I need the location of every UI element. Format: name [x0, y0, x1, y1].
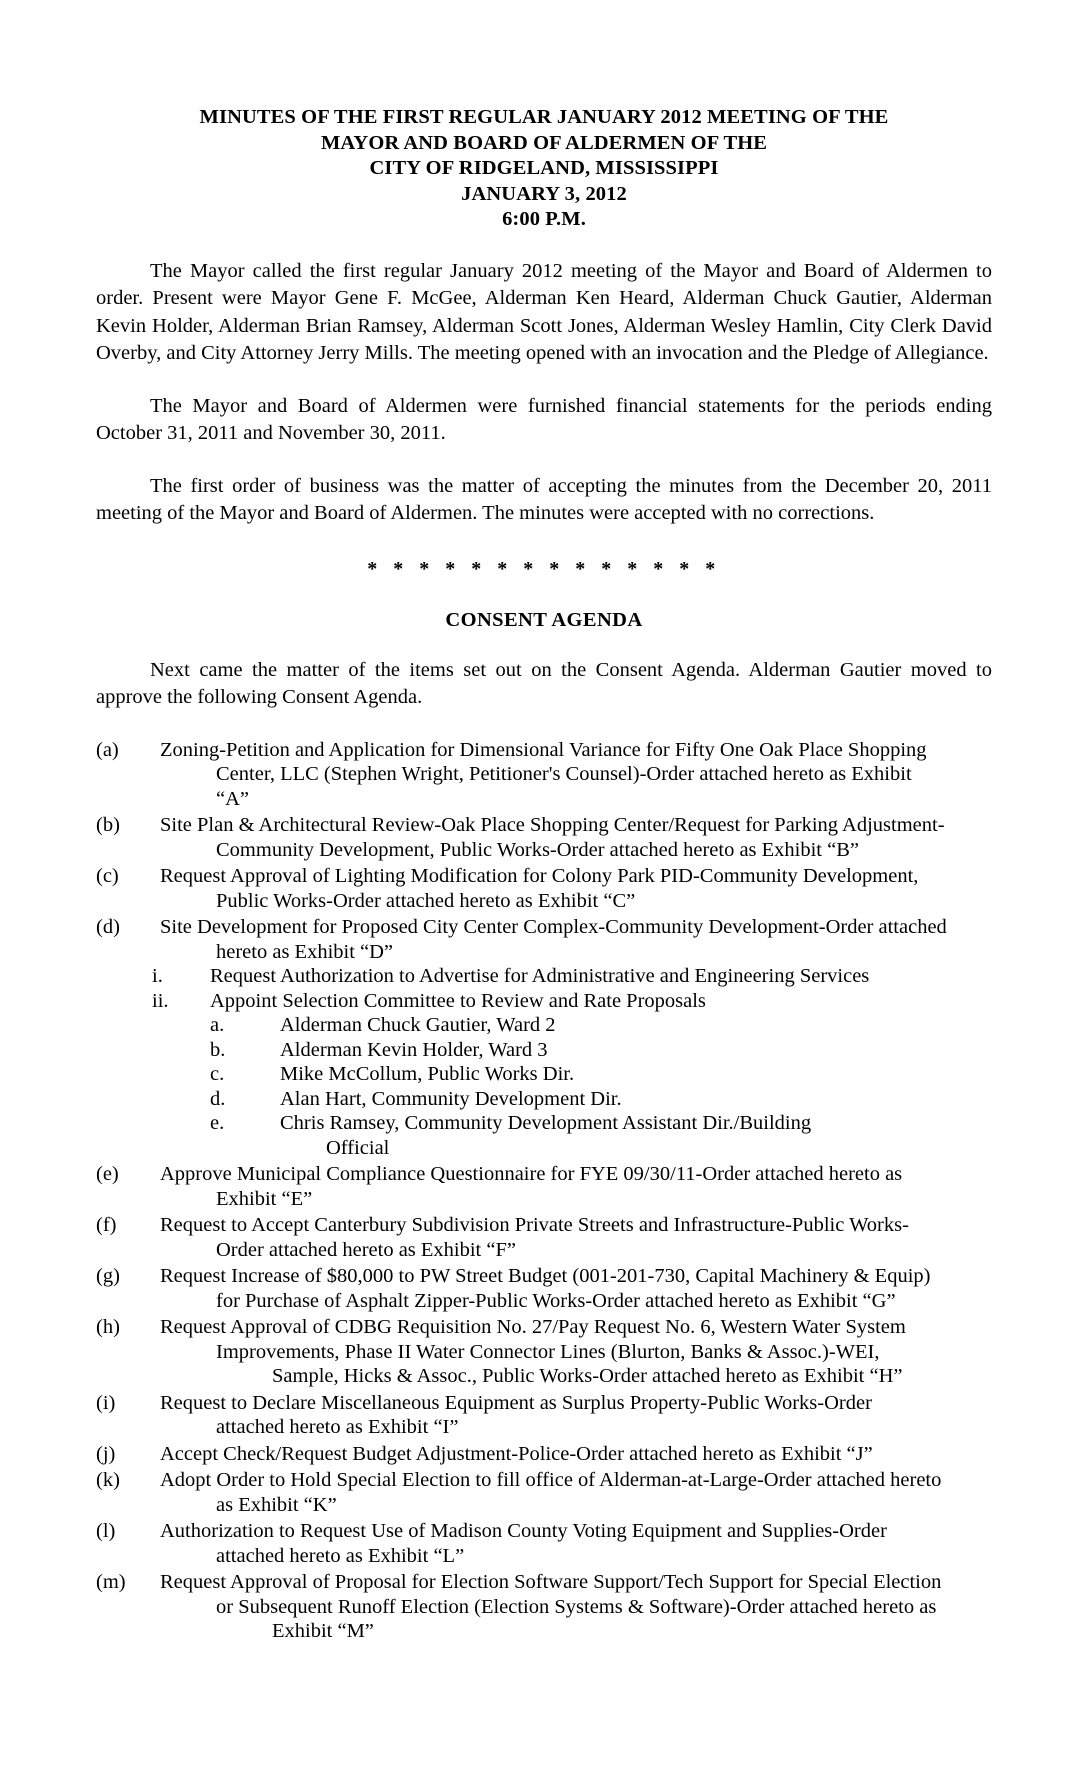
section-divider: * * * * * * * * * * * * * *: [367, 557, 721, 580]
agenda-item-g-text: Request Increase of $80,000 to PW Street Budget (001-201-730, Capital Machinery & Equip): [160, 1265, 931, 1287]
agenda-item-h-text: Request Approval of CDBG Requisition No. 27/Pay Request No. 6, Western Water System: [160, 1316, 906, 1338]
agenda-item-g: [96, 1264, 992, 1313]
section-heading-consent-agenda: CONSENT AGENDA: [445, 608, 643, 631]
agenda-item-k-body: [160, 1468, 992, 1517]
paragraph-financial-statements: The Mayor and Board of Aldermen were furnished financial statements for the periods ending October 31, 2011 and November 30, 2011.: [96, 394, 992, 444]
agenda-item-c-cont-1: Public Works-Order attached hereto as Exhibit “C”: [216, 889, 636, 912]
agenda-item-m-body: [160, 1570, 992, 1644]
agenda-item-j: [96, 1442, 992, 1467]
agenda-item-d-text: Site Development for Proposed City Center Complex-Community Development-Order attached: [160, 916, 947, 938]
agenda-item-d-sub-ii-e-body: [280, 1111, 811, 1160]
agenda-item-a-text: Zoning-Petition and Application for Dimensional Variance for Fifty One Oak Place Shopping: [160, 738, 927, 761]
agenda-item-a-label: (a): [96, 738, 119, 761]
agenda-item-b-label: (b): [96, 814, 120, 836]
agenda-item-c-text: Request Approval of Lighting Modification for Colony Park PID-Community Development,: [160, 865, 919, 887]
agenda-item-b-cont-1: Community Development, Public Works-Order attached hereto as Exhibit “B”: [216, 838, 859, 861]
agenda-item-m-cont-1: or Subsequent Runoff Election (Election Systems & Software)-Order attached hereto as: [216, 1595, 937, 1618]
agenda-item-d-label: (d): [96, 916, 120, 938]
title-line-2: MAYOR AND BOARD OF ALDERMEN OF THE: [320, 131, 768, 154]
agenda-item-i: [96, 1391, 992, 1440]
agenda-item-d-body: [160, 915, 992, 964]
agenda-item-d-sub-ii-d-label: d.: [210, 1087, 226, 1110]
agenda-item-k-text: Adopt Order to Hold Special Election to fill office of Alderman-at-Large-Order attached hereto: [160, 1469, 942, 1491]
title-line-1: MINUTES OF THE FIRST REGULAR JANUARY 2012 MEETING OF THE: [199, 106, 889, 128]
agenda-item-j-label: (j): [96, 1442, 116, 1465]
agenda-item-d-sub-ii-e: [96, 1111, 992, 1160]
agenda-item-k-label: (k): [96, 1469, 120, 1491]
agenda-item-d-sub-i-text: Request Authorization to Advertise for Administrative and Engineering Services: [210, 965, 870, 987]
agenda-item-i-cont-1: attached hereto as Exhibit “I”: [216, 1416, 459, 1438]
paragraph-minutes-approval: The first order of business was the matter of accepting the minutes from the December 20, 2011 meeting of the Mayor and Board of Aldermen. The minutes were accepted with no corrections.: [96, 474, 992, 524]
agenda-item-d-sub-ii-d: [96, 1087, 992, 1112]
document-title: [96, 105, 992, 233]
agenda-item-d-sub-ii-d-text: Alan Hart, Community Development Dir.: [280, 1087, 622, 1110]
agenda-item-e-text: Approve Municipal Compliance Questionnaire for FYE 09/30/11-Order attached hereto as: [160, 1163, 903, 1185]
agenda-item-l-text: Authorization to Request Use of Madison County Voting Equipment and Supplies-Order: [160, 1520, 887, 1542]
agenda-item-i-text: Request to Declare Miscellaneous Equipment as Surplus Property-Public Works-Order: [160, 1391, 872, 1414]
agenda-item-d: [96, 915, 992, 964]
title-line-5: 6:00 P.M.: [502, 208, 586, 230]
agenda-item-i-label: (i): [96, 1391, 116, 1414]
agenda-item-d-sub-ii-e-text: Chris Ramsey, Community Development Assistant Dir./Building: [280, 1112, 812, 1134]
title-line-4: JANUARY 3, 2012: [461, 182, 627, 205]
agenda-item-d-sub-ii-b: [96, 1038, 992, 1063]
agenda-item-d-sub-ii-a: [96, 1013, 992, 1038]
agenda-item-b-body: [160, 813, 992, 862]
agenda-item-h-label: (h): [96, 1316, 120, 1338]
agenda-item-m-cont-2: Exhibit “M”: [272, 1620, 374, 1642]
agenda-item-b: [96, 813, 992, 862]
agenda-item-e: [96, 1162, 992, 1211]
agenda-item-a-cont-2: “A”: [216, 787, 250, 810]
agenda-item-d-sub-ii-b-label: b.: [210, 1038, 226, 1061]
agenda-item-k-cont-1: as Exhibit “K”: [216, 1493, 337, 1516]
agenda-item-d-sub-ii-e-label: e.: [210, 1112, 225, 1134]
agenda-item-f-text: Request to Accept Canterbury Subdivision Private Streets and Infrastructure-Public Works-: [160, 1214, 909, 1236]
agenda-item-c: [96, 864, 992, 913]
agenda-item-g-label: (g): [96, 1265, 120, 1287]
agenda-item-j-text: Accept Check/Request Budget Adjustment-Police-Order attached hereto as Exhibit “J”: [160, 1442, 873, 1465]
paragraph-attendance: The Mayor called the first regular January 2012 meeting of the Mayor and Board of Aldermen to order. Present were Mayor Gene F. McGee, Alderman Ken Heard, Alderman Chuck Gautier, Alderman Kevin Holder, Alderman Brian Ramsey, Alderman Scott Jones, Alderman Wesley Hamlin, City Clerk David Overby, and City Attorney Jerry Mills. The meeting opened with an invocation and the Pledge of Allegiance.: [96, 259, 992, 364]
agenda-item-l: [96, 1519, 992, 1568]
agenda-item-d-sub-ii-text: Appoint Selection Committee to Review and Rate Proposals: [210, 989, 706, 1012]
agenda-item-k: [96, 1468, 992, 1517]
agenda-item-a-cont-1: Center, LLC (Stephen Wright, Petitioner's Counsel)-Order attached hereto as Exhibit: [216, 763, 912, 785]
agenda-item-g-cont-1: for Purchase of Asphalt Zipper-Public Works-Order attached hereto as Exhibit “G”: [216, 1289, 896, 1312]
agenda-item-a: [96, 738, 992, 812]
agenda-item-l-body: [160, 1519, 992, 1568]
paragraph-consent-agenda-intro: Next came the matter of the items set out on the Consent Agenda. Alderman Gautier moved to approve the following Consent Agenda.: [96, 658, 992, 708]
agenda-item-c-label: (c): [96, 865, 119, 887]
agenda-item-d-sub-i: [96, 964, 992, 989]
agenda-item-f-body: [160, 1213, 992, 1262]
agenda-item-b-text: Site Plan & Architectural Review-Oak Place Shopping Center/Request for Parking Adjustment-: [160, 814, 945, 836]
agenda-item-d-sub-ii-c-text: Mike McCollum, Public Works Dir.: [280, 1063, 575, 1085]
agenda-item-d-sub-ii-e-cont-1: Official: [326, 1136, 390, 1159]
agenda-item-d-sub-i-label: i.: [152, 965, 163, 987]
agenda-item-e-body: [160, 1162, 992, 1211]
agenda-item-f: [96, 1213, 992, 1262]
agenda-item-h-cont-1: Improvements, Phase II Water Connector Lines (Blurton, Banks & Assoc.)-WEI,: [216, 1340, 880, 1363]
agenda-item-d-sub-ii-a-text: Alderman Chuck Gautier, Ward 2: [280, 1014, 556, 1036]
agenda-item-l-cont-1: attached hereto as Exhibit “L”: [216, 1544, 465, 1567]
agenda-item-h-cont-2: Sample, Hicks & Assoc., Public Works-Order attached hereto as Exhibit “H”: [272, 1365, 903, 1387]
agenda-item-i-body: [160, 1391, 992, 1440]
agenda-item-e-cont-1: Exhibit “E”: [216, 1187, 313, 1210]
agenda-item-g-body: [160, 1264, 992, 1313]
agenda-item-h: [96, 1315, 992, 1389]
agenda-item-d-sub-ii-c: [96, 1062, 992, 1087]
title-line-3: CITY OF RIDGELAND, MISSISSIPPI: [369, 157, 719, 179]
agenda-item-m-label: (m): [96, 1571, 126, 1593]
agenda-item-m-text: Request Approval of Proposal for Election Software Support/Tech Support for Special Election: [160, 1571, 942, 1593]
agenda-item-d-sub-ii-b-text: Alderman Kevin Holder, Ward 3: [280, 1038, 548, 1061]
agenda-item-f-label: (f): [96, 1214, 117, 1236]
agenda-item-c-body: [160, 864, 992, 913]
agenda-item-d-sub-ii-c-label: c.: [210, 1063, 225, 1085]
agenda-item-d-cont-1: hereto as Exhibit “D”: [216, 940, 394, 963]
agenda-item-h-body: [160, 1315, 992, 1389]
agenda-list: [96, 738, 992, 1644]
agenda-item-a-body: [160, 738, 992, 812]
agenda-item-m: [96, 1570, 992, 1644]
agenda-item-f-cont-1: Order attached hereto as Exhibit “F”: [216, 1238, 516, 1261]
agenda-item-l-label: (l): [96, 1520, 116, 1542]
agenda-item-e-label: (e): [96, 1163, 119, 1185]
agenda-item-d-sub-ii: [96, 989, 992, 1014]
agenda-item-d-sub-ii-a-label: a.: [210, 1014, 225, 1036]
agenda-item-d-sub-ii-label: ii.: [152, 989, 169, 1012]
